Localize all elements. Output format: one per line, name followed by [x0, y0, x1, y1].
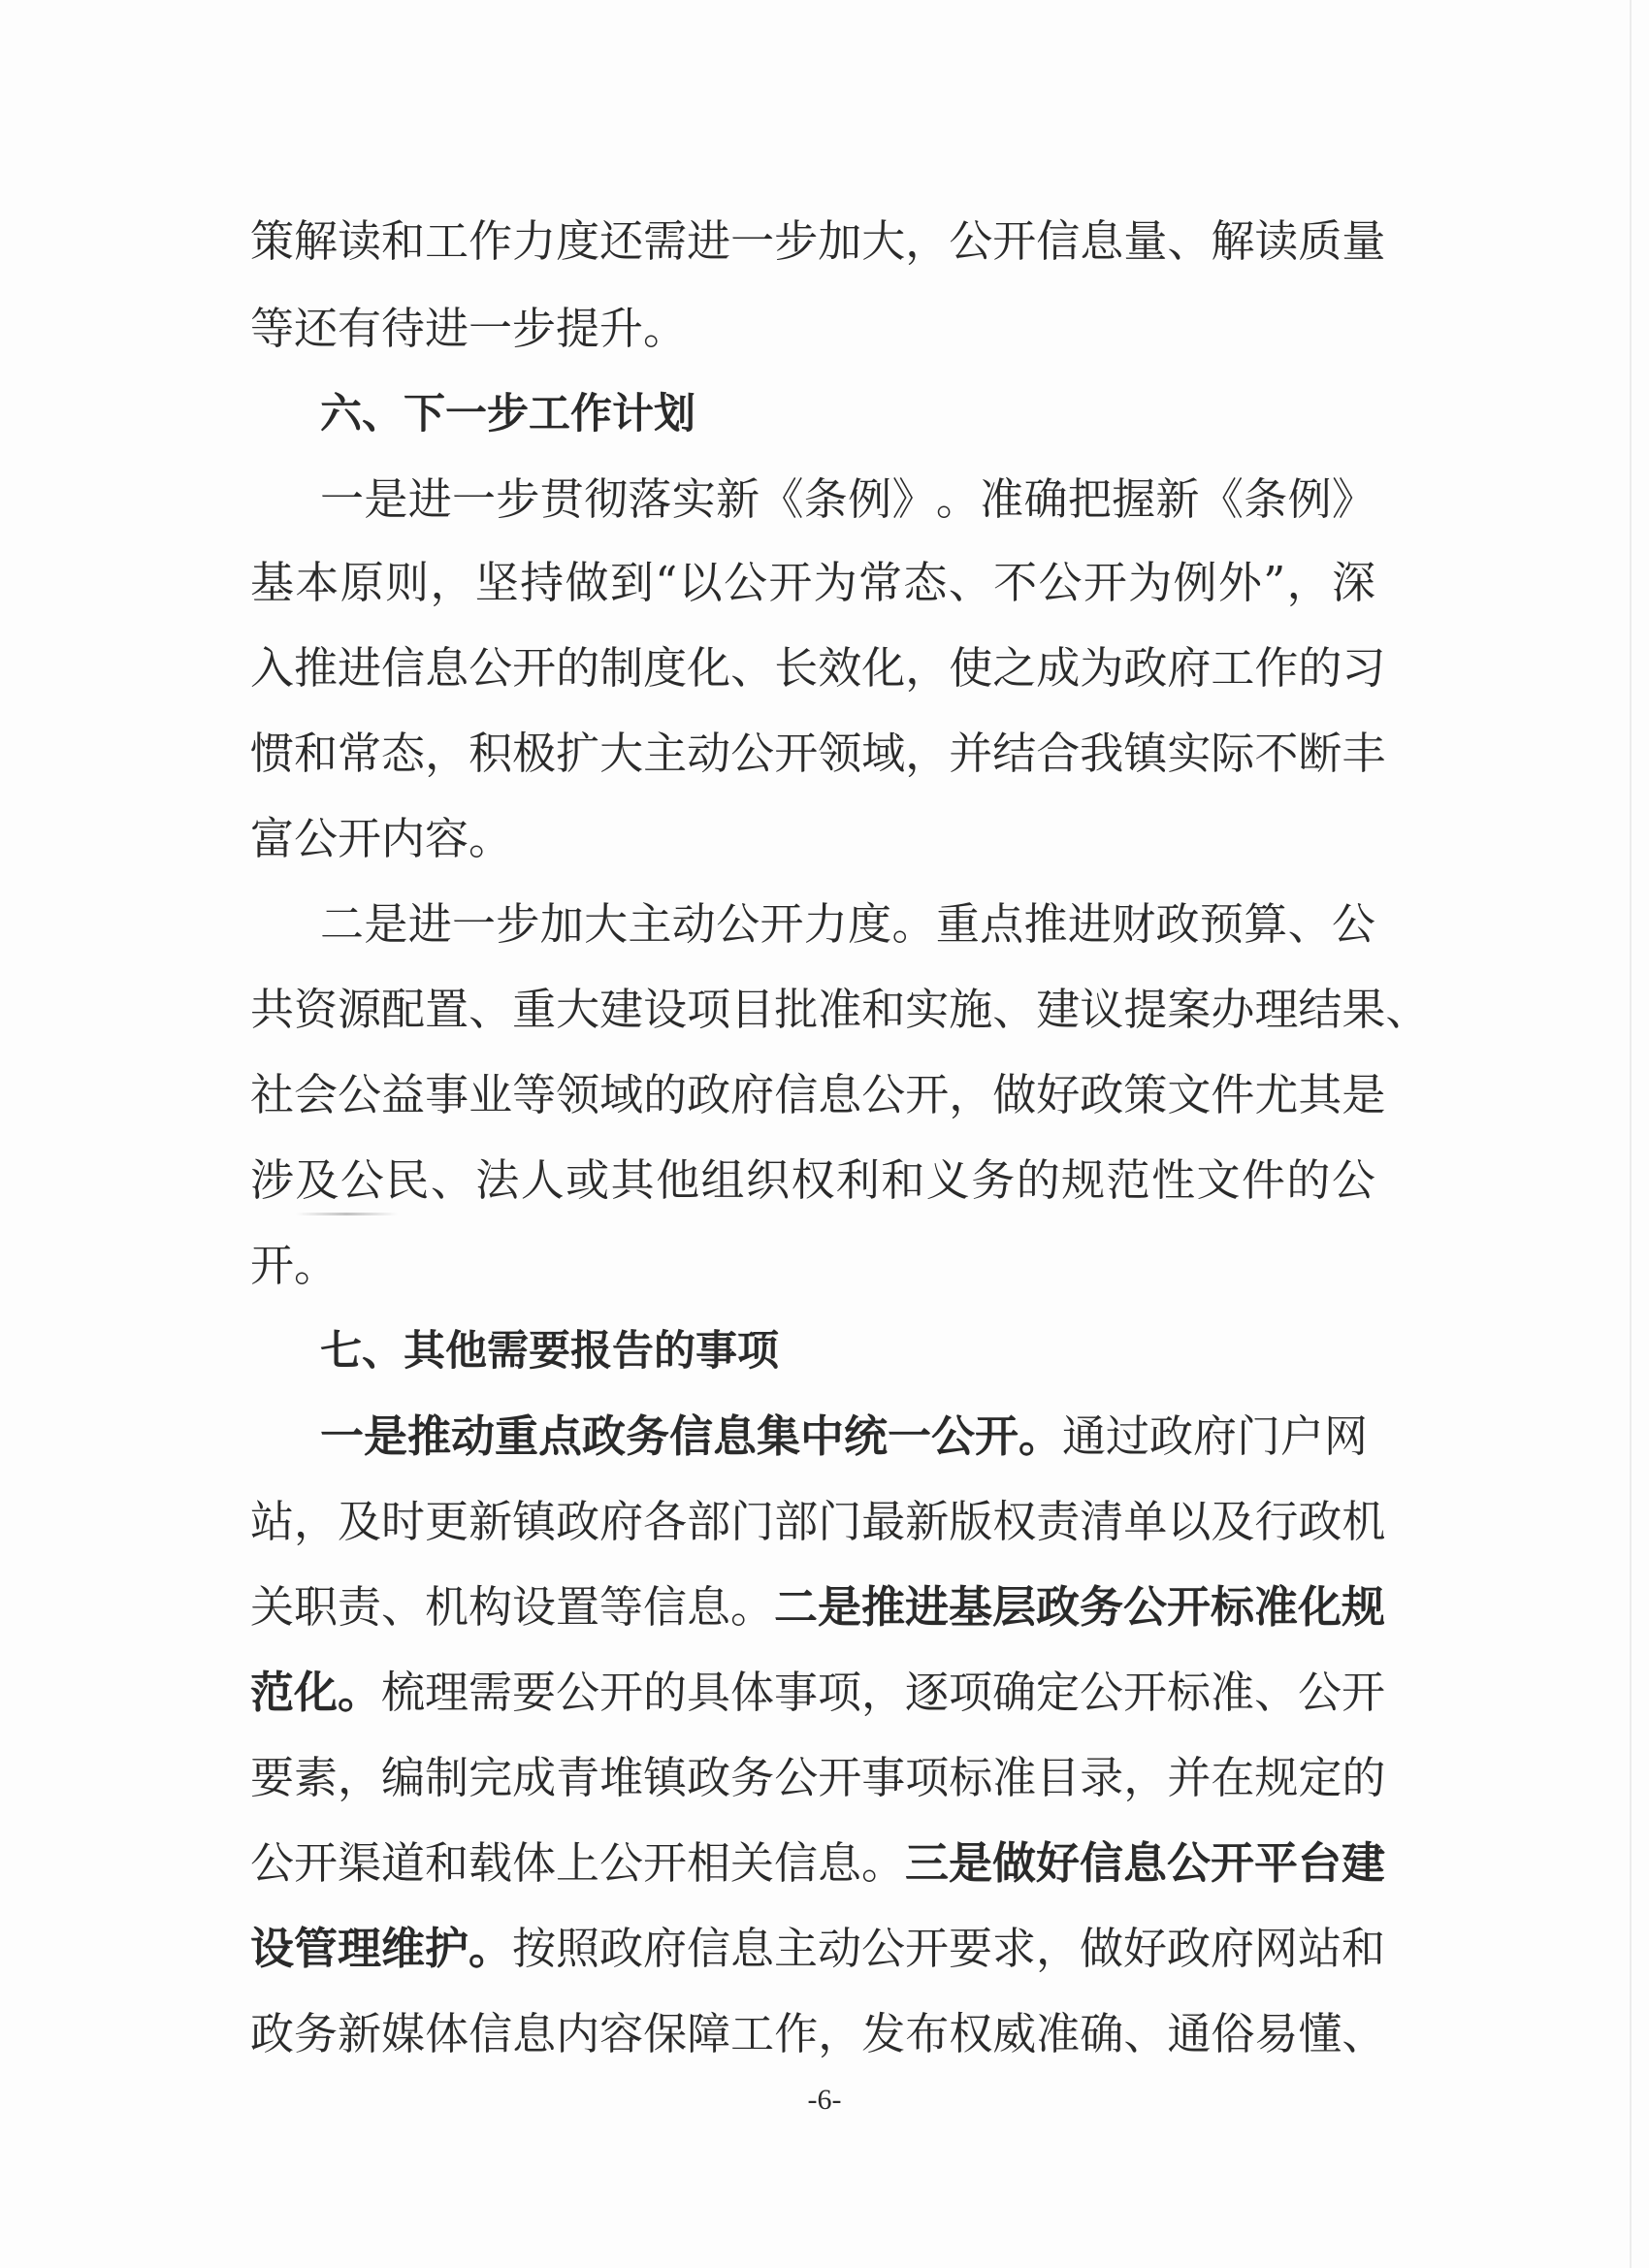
- body-line: 开。: [250, 1240, 339, 1291]
- section-heading-7: 七、其他需要报告的事项: [320, 1327, 779, 1376]
- section-heading-6: 六、下一步工作计划: [320, 390, 695, 438]
- body-text: 按照政府信息主动公开要求，做好政府网站和: [512, 1923, 1386, 1974]
- bold-lead-1: 一是推动重点政务信息集中统一公开。: [320, 1410, 1063, 1462]
- body-line: 等还有待进一步提升。: [250, 303, 688, 354]
- body-line: [320, 892, 1375, 956]
- body-line: 要 素 ， 编 制 完 成 青 堆 镇 政 务 公 开 事 项 标 准 目 录 ， 并 在 规 定 的: [250, 1752, 1386, 1803]
- body-line-text: 二 是 进 一 步 加 大 主 动 公 开 力 度 。 重 点 推 进 财 政 预 算 、 公: [320, 898, 1375, 950]
- body-line: 惯 和 常 态 ， 积 极 扩 大 主 动 公 开 领 域 ， 并 结 合 我 镇 实 际 不 断 丰: [250, 728, 1386, 779]
- body-line: [250, 1831, 1386, 1895]
- body-line-text: 一 是 进 一 步 贯 彻 落 实 新 《 条 例 》 。 准 确 把 握 新 《 条 例 》: [320, 473, 1375, 525]
- body-line: 站 ， 及 时 更 新 镇 政 府 各 部 门 部 门 最 新 版 权 责 清 单 以 及 行 政 机: [250, 1496, 1386, 1547]
- body-line: 政 务 新 媒 体 信 息 内 容 保 障 工 作 ， 发 布 权 威 准 确 、 通 俗 易 懂 、: [250, 2008, 1386, 2059]
- body-line: 社 会 公 益 事 业 等 领 域 的 政 府 信 息 公 开 ， 做 好 政 策 文 件 尤 其 是: [250, 1069, 1386, 1120]
- page-number: -6-: [807, 2084, 842, 2116]
- body-line: 策 解 读 和 工 作 力 度 还 需 进 一 步 加 大 ， 公 开 信 息 量 、 解 读 质 量: [250, 215, 1386, 267]
- body-line: [320, 468, 1375, 532]
- page-edge-shadow: [1630, 0, 1632, 2268]
- body-line: 共 资 源 配 置 、 重 大 建 设 项 目 批 准 和 实 施 、 建 议 提 案 办 理 结 果 、: [250, 984, 1430, 1035]
- body-line: 基 本 原 则 ， 坚 持 做 到 “ 以 公 开 为 常 态 、 不 公 开 为 例 外 ” ， 深: [250, 557, 1375, 608]
- body-line: 富公开内容。: [250, 813, 513, 864]
- scan-artifact: [296, 1213, 398, 1215]
- bold-lead-3-cont: 设管理维护。: [250, 1923, 513, 1974]
- body-line: 入 推 进 信 息 公 开 的 制 度 化 、 长 效 化 ， 使 之 成 为 政 府 工 作 的 习: [250, 642, 1386, 694]
- bold-lead-3: 三是做好信息公开平台建: [905, 1837, 1386, 1889]
- body-text: 梳理需要公开的具体事项，逐项确定公开标准、公开: [381, 1667, 1386, 1718]
- body-text: 公开渠道和载体上公开相关信息。: [250, 1837, 906, 1889]
- bold-lead-2: 二是推进基层政务公开标准化规: [774, 1581, 1386, 1633]
- body-line: [250, 1917, 1386, 1981]
- bold-lead-2-cont: 范化。: [250, 1667, 382, 1718]
- body-line: [320, 1405, 1375, 1469]
- body-line: 涉 及 公 民 、 法 人 或 其 他 组 织 权 利 和 义 务 的 规 范 性 文 件 的 公: [250, 1154, 1375, 1206]
- body-line: [250, 1661, 1386, 1725]
- body-text: 通过政府门户网: [1062, 1410, 1369, 1462]
- body-line: [250, 1575, 1386, 1639]
- body-text: 关职责、机构设置等信息。: [250, 1581, 775, 1633]
